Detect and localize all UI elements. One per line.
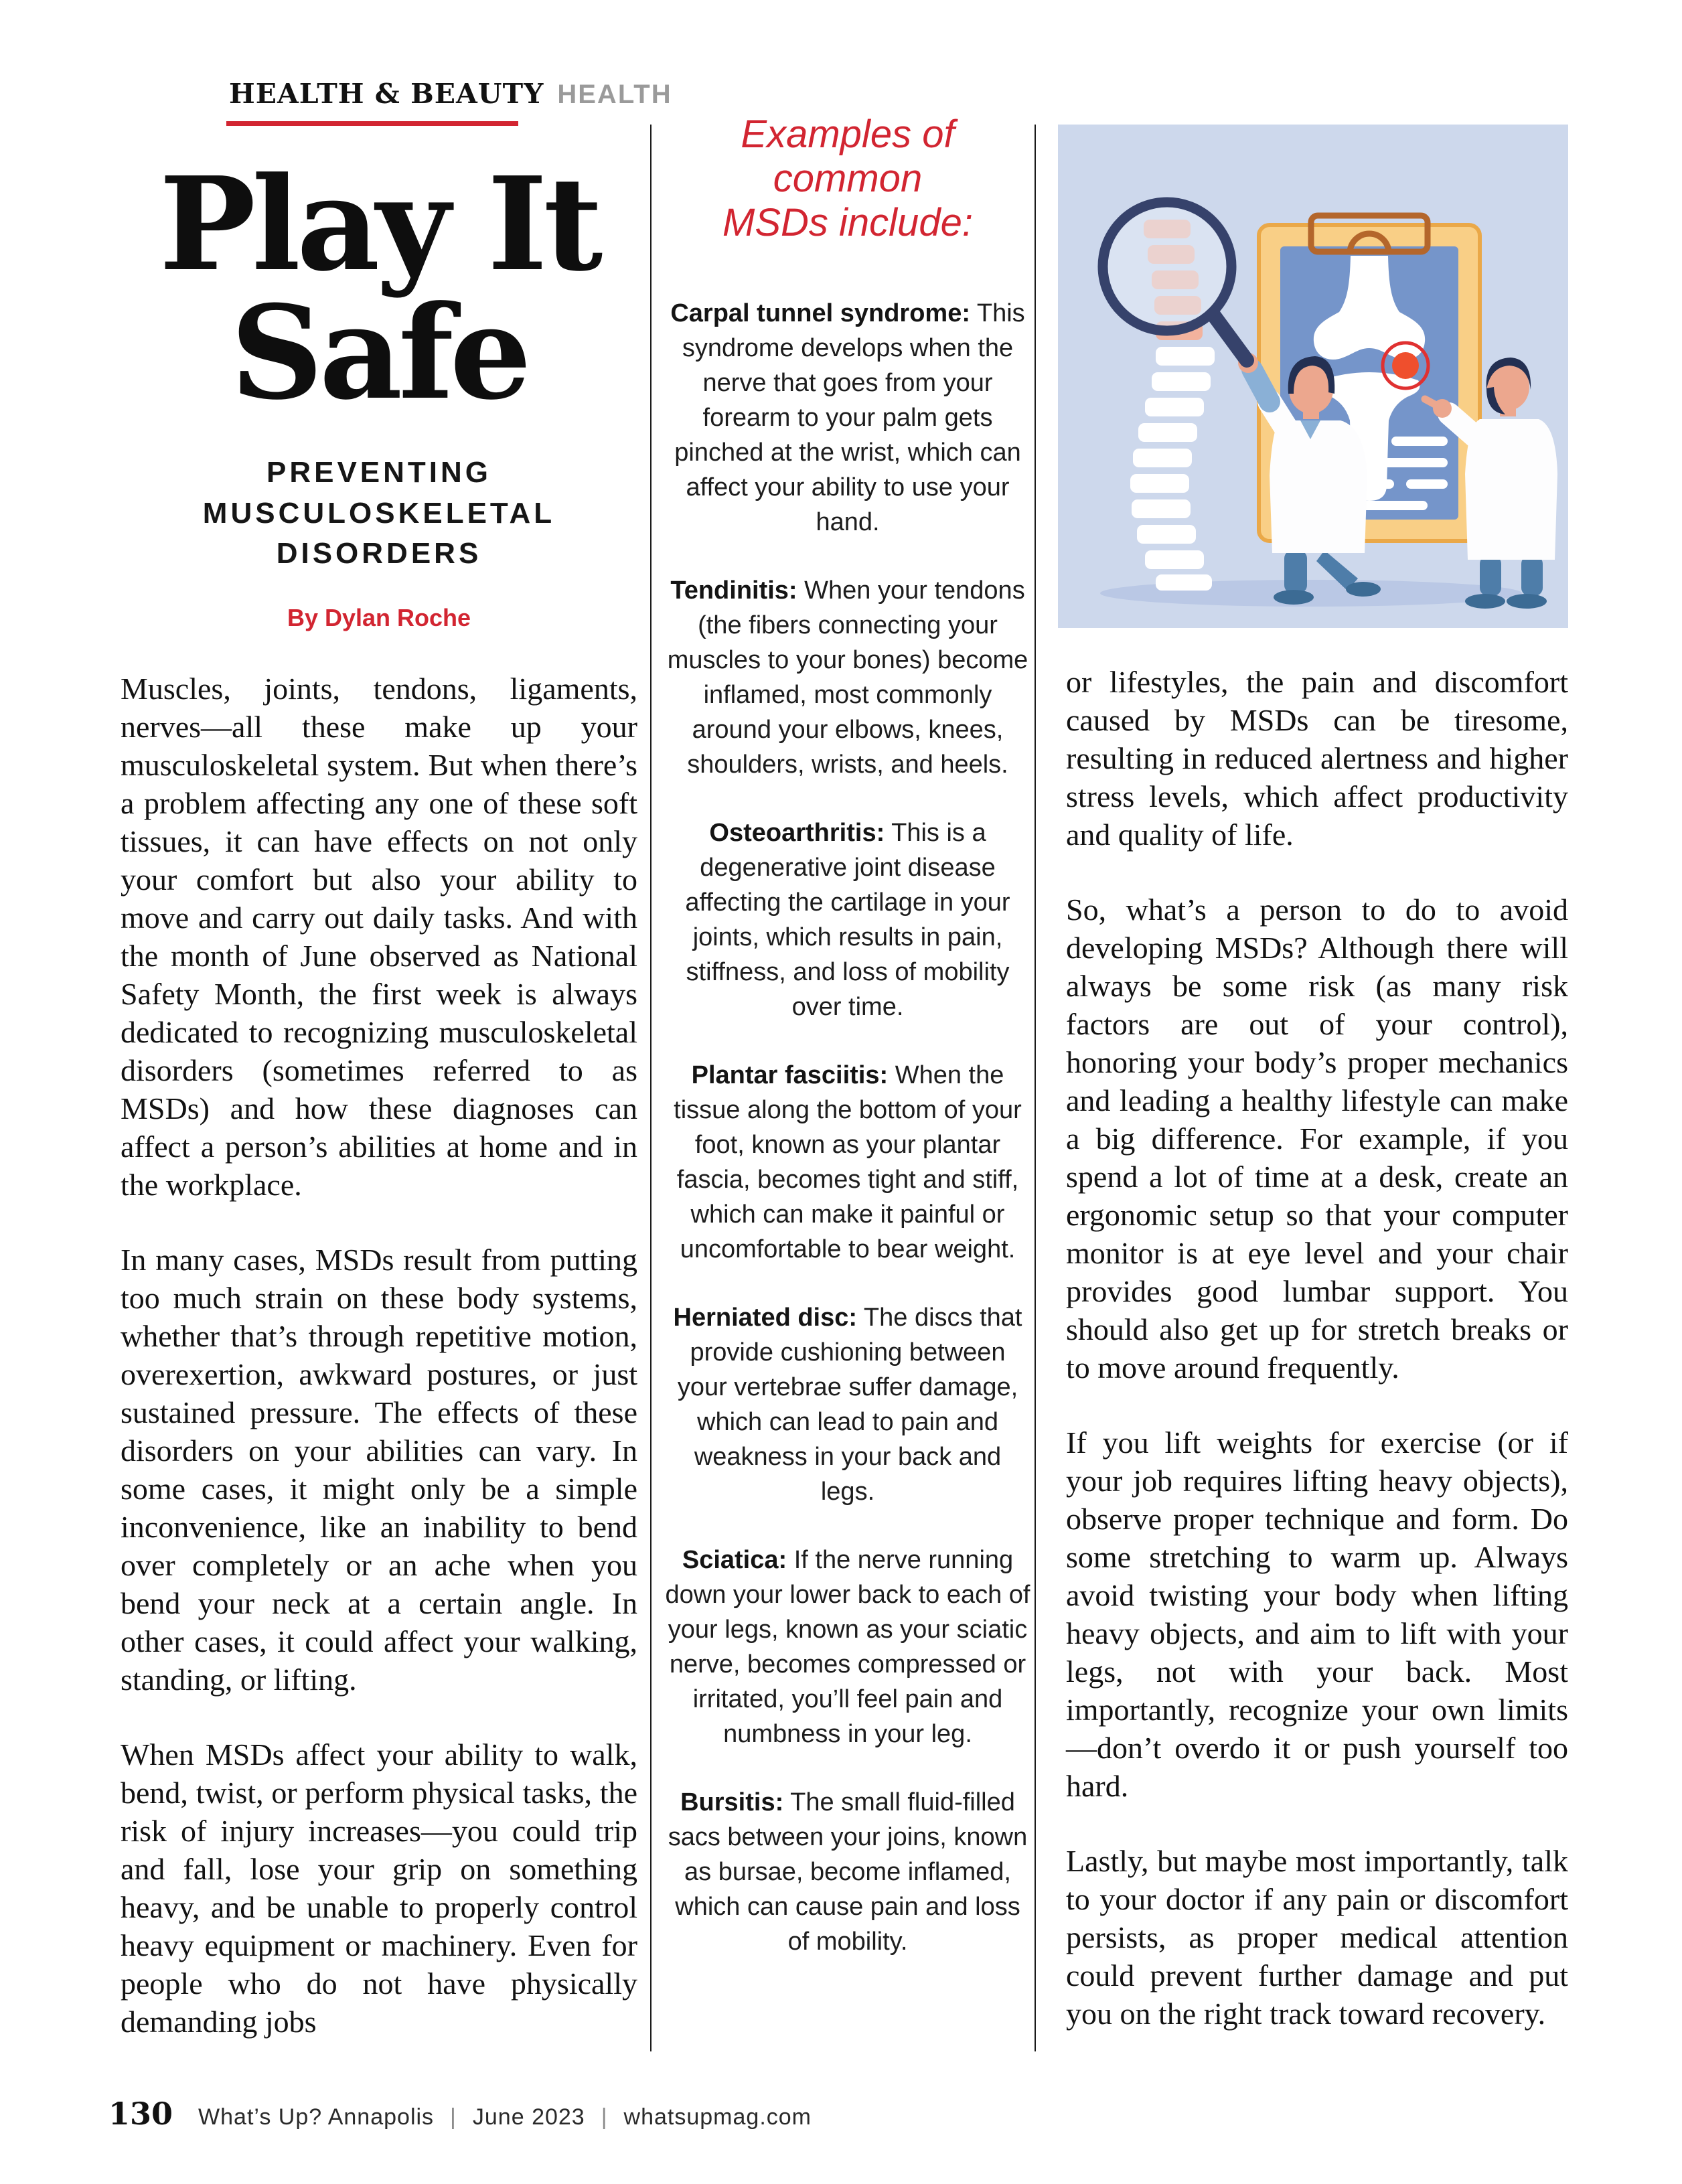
sidebar-items [664,296,1031,1959]
condition-term: Carpal tunnel syndrome: [670,299,970,327]
left-column [121,149,637,2041]
section-label-primary: HEALTH & BEAUTY [229,78,544,110]
condition-description: When the tissue along the bottom of your foot, known as your plantar fascia, becomes tight and stiff, which can make it painful or uncomfortable to bear weight. [674,1061,1022,1263]
column-divider-left [650,125,652,2051]
condition-term: Tendinitis: [670,576,797,605]
header-accent-rule [226,121,518,126]
condition-description: This is a degenerative joint disease affecting the cartilage in your joints, which results in pain, stiffness, and loss of mobility over time. [685,819,1010,1021]
sidebar-item [664,573,1031,782]
section-label-secondary: HEALTH [557,80,672,109]
website-url: whatsupmag.com [623,2104,812,2130]
page-footer [108,2096,812,2132]
condition-description: If the nerve running down your lower back to each of your legs, known as your sciatic nerve, becomes compressed or irritated, you’ll feel pain and numbness in your leg. [665,1546,1030,1748]
sidebar-item [664,815,1031,1024]
condition-term: Sciatica: [682,1546,787,1574]
body-paragraph: or lifestyles, the pain and discomfort caused by MSDs can be tiresome, resulting in reduced alertness and higher stress levels, which affect productivity and quality of life. [1066,665,1568,852]
body-paragraph: So, what’s a person to do to avoid developing MSDs? Although there will always be some risk (as many risk factors are out of your control), honoring your body’s proper mechanics and leading a healthy lifestyle can make a big difference. For example, if you spend a lot of time at a desk, create an ergonomic setup so that your computer monitor is at eye level and your chair provides good lumbar support. You should also get up for stretch breaks or to move around frequently. [1066,892,1568,1385]
sidebar-item [664,1543,1031,1751]
sidebar-heading-line2: common [773,157,923,200]
condition-description: The small fluid-filled sacs between your joins, known as bursae, become inflamed, which can cause pain and loss of mobility. [668,1788,1028,1956]
byline: By Dylan Roche [287,604,471,632]
body-paragraph: Lastly, but maybe most importantly, talk to your doctor if any pain or discomfort persists, as proper medical attention could prevent further damage and put you on the right track toward recovery. [1066,1844,1568,2031]
issue-date: June 2023 [472,2104,585,2130]
condition-term: Osteoarthritis: [709,819,885,847]
footer-meta [198,2104,812,2130]
right-column-body [1066,663,1568,2033]
subtitle-line1: PREVENTING [266,456,492,489]
sidebar-heading-line1: Examples of [741,112,955,156]
subtitle-line3: DISORDERS [276,537,482,570]
sidebar-item [664,296,1031,540]
article-title-line2: Safe [230,278,528,428]
footer-divider: | [450,2104,457,2130]
sidebar-heading [664,112,1031,245]
publication-name: What’s Up? Annapolis [198,2104,435,2130]
column-divider-right [1035,125,1036,2051]
condition-term: Herniated disc: [673,1304,858,1332]
msd-illustration [1058,125,1568,628]
condition-description: When your tendons (the fibers connecting your muscles to your bones) become inflamed, most commonly around your elbows, knees, shoulders, wrists, and heels. [667,576,1028,779]
condition-description: This syndrome develops when the nerve that goes from your forearm to your palm gets pinched at the wrist, which can affect your ability to use your hand. [674,299,1025,536]
condition-term: Plantar fasciitis: [691,1061,889,1089]
section-header [229,78,672,110]
subtitle-line2: MUSCULOSKELETAL [202,496,556,530]
article-subtitle [121,453,637,574]
sidebar-item [664,1785,1031,1959]
article-title-line1: Play It [159,149,599,300]
msd-illustration-svg [1058,125,1568,628]
sidebar-column [664,112,1031,1993]
body-paragraph: In many cases, MSDs result from putting too much strain on these body systems, whether that’s through repetitive motion, overexertion, awkward postures, or just sustained pressure. The effects of these disorders on your abilities can vary. In some cases, it might only be a simple inconvenience, like an inability to bend over completely or an ache when you bend your neck at a certain angle. In other cases, it could affect your walking, standing, or lifting. [121,1243,637,1697]
sidebar-item [664,1058,1031,1267]
page-number: 130 [108,2096,173,2132]
condition-term: Bursitis: [680,1788,784,1816]
left-column-body [121,670,637,2041]
condition-description: The discs that provide cushioning between your vertebrae suffer damage, which can lead to pain and weakness in your back and legs. [677,1304,1022,1506]
footer-divider: | [601,2104,608,2130]
body-paragraph: When MSDs affect your ability to walk, bend, twist, or perform physical tasks, the risk of injury increases—you could trip and fall, lose your grip on something heavy, and be unable to properly control heavy equipment or machinery. Even for people who do not have physically demanding jobs [121,1737,637,2039]
right-column [1066,663,1568,2033]
sidebar-item [664,1300,1031,1509]
article-title [121,149,637,428]
sidebar-heading-line3: MSDs include: [722,201,973,244]
body-paragraph: Muscles, joints, tendons, ligaments, nerves—all these make up your musculoskeletal system. But when there’s a problem affecting any one of these soft tissues, it can have effects on not only your comfort but also your ability to move and carry out daily tasks. And with the month of June observed as National Safety Month, the first week is always dedicated to recognizing musculoskeletal disorders (sometimes referred to as MSDs) and how these diagnoses can affect a person’s abilities at home and in the workplace. [121,672,637,1202]
body-paragraph: If you lift weights for exercise (or if your job requires lifting heavy objects), observe proper technique and form. Do some stretching to warm up. Always avoid twisting your body when lifting heavy objects, and aim to lift with your legs, not with your back. Most importantly, recognize your own limits—don’t overdo it or push yourself too hard. [1066,1425,1568,1803]
